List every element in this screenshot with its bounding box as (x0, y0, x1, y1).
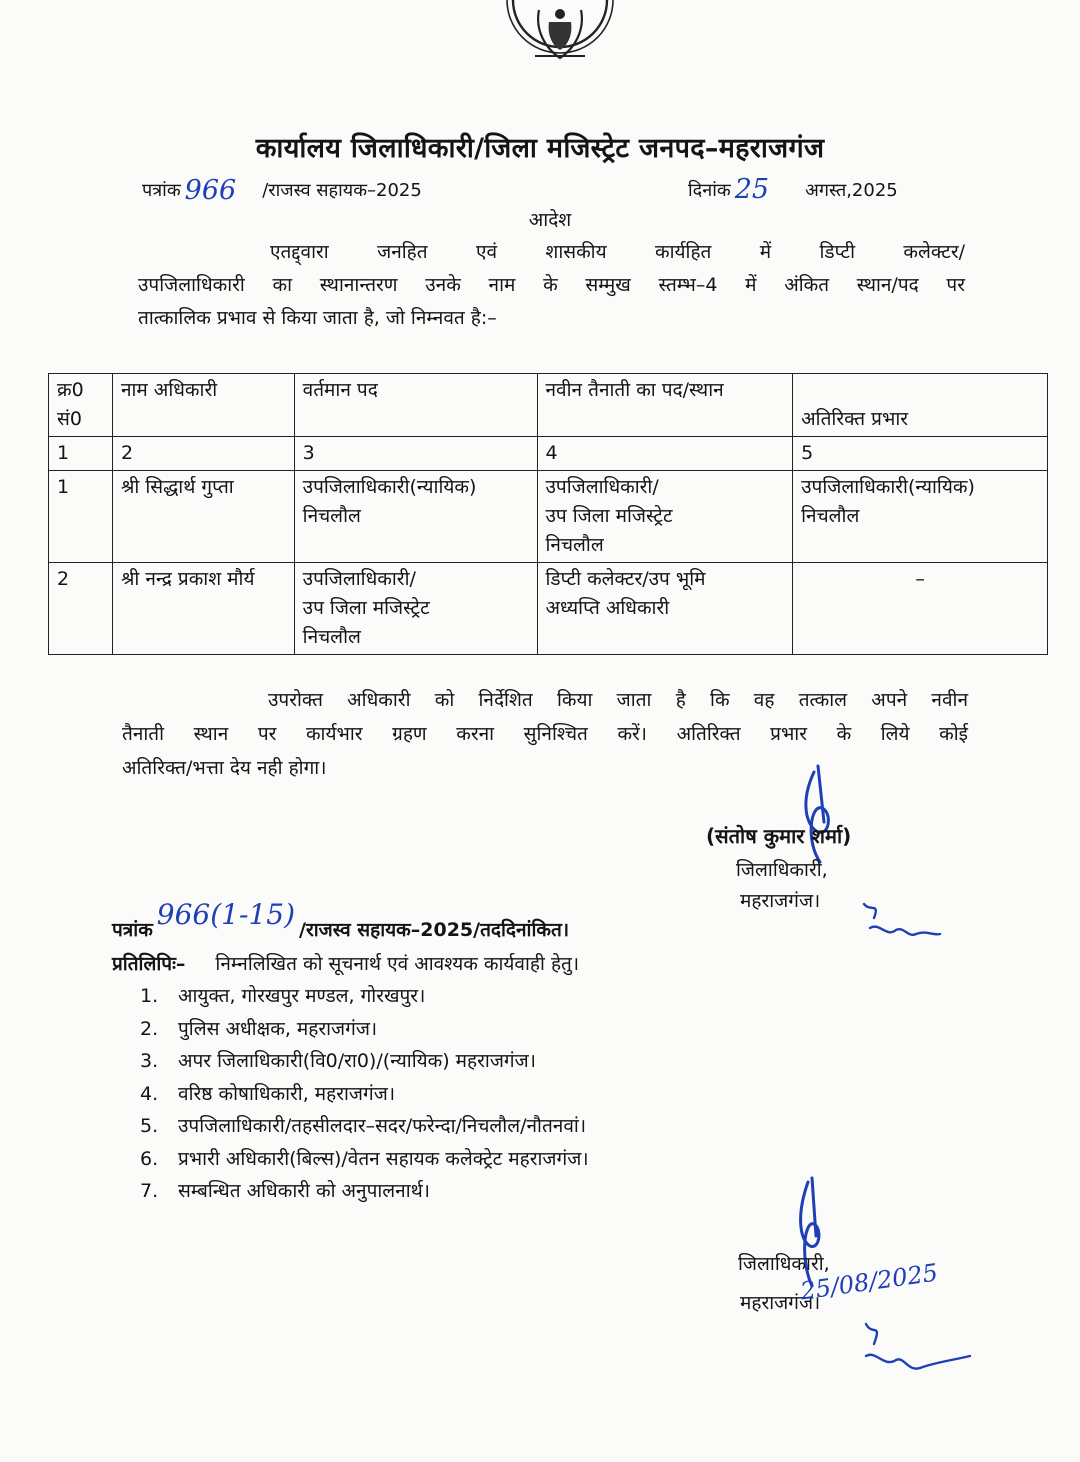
cell-line: उपजिलाधिकारी/ (302, 568, 416, 590)
cell-line: उपजिलाधिकारी(न्यायिक) (801, 476, 975, 498)
list-item-text: प्रभारी अधिकारी(बिल्स)/वेतन सहायक कलेक्ट्रेट महराजगंज। (178, 1147, 589, 1170)
list-item (140, 1175, 589, 1208)
date-line (688, 172, 898, 203)
signatory-place: महराजगंज। (740, 890, 821, 912)
row-additional-charge (793, 471, 1048, 563)
list-item (140, 980, 589, 1013)
table-colnum-row (49, 437, 1048, 471)
copy-reference-line (112, 898, 570, 943)
header-additional-charge: अतिरिक्त प्रभार (793, 374, 1048, 437)
signatory-designation: जिलाधिकारी, (736, 859, 828, 881)
list-item-number: 4. (140, 1082, 159, 1105)
row-new-post (537, 471, 793, 563)
list-item-text: आयुक्त, गोरखपुर मण्डल, गोरखपुर। (178, 985, 426, 1007)
office-title: कार्यालय जिलाधिकारी/जिला मजिस्ट्रेट जनपद–महराजगंज (255, 133, 825, 164)
list-item (140, 1143, 589, 1176)
list-item (140, 1045, 589, 1078)
list-item-number: 7. (140, 1180, 159, 1202)
list-item (140, 1013, 589, 1046)
list-item-number: 6. (140, 1147, 159, 1170)
ref-prefix: पत्रांक (142, 180, 181, 201)
copy-intro: निम्नलिखित को सूचनार्थ एवं आवश्यक कार्यवाही हेतु। (215, 953, 580, 975)
order-intro-line2: उपजिलाधिकारी का स्थानान्तरण उनके नाम के सम्मुख स्तम्भ–4 में अंकित स्थान/पद पर (138, 274, 965, 296)
copy-intro-line (112, 950, 579, 976)
copy-ref-prefix: पत्रांक (112, 919, 153, 941)
cell-line: निचलौल (302, 505, 361, 527)
col-number: 2 (112, 437, 294, 471)
cell-line: उपजिलाधिकारी/ (545, 476, 659, 498)
list-item-number: 5. (140, 1115, 159, 1137)
row-additional-charge (793, 563, 1048, 655)
table-header-row (49, 374, 1048, 437)
copy-signatory-designation: जिलाधिकारी, (738, 1253, 830, 1275)
cell-line: उप जिला मजिस्ट्रेट (302, 597, 430, 619)
copy-ref-number-handwritten: 966(1-15) (156, 898, 295, 931)
list-item-number: 2. (140, 1017, 159, 1040)
list-item-text: पुलिस अधीक्षक, महराजगंज। (178, 1017, 378, 1040)
instruction-line1: उपरोक्त अधिकारी को निर्देशित किया जाता है कि वह तत्काल अपने नवीन (268, 689, 968, 711)
transfer-table (48, 373, 1048, 655)
col-number: 5 (793, 437, 1048, 471)
row-officer-name: श्री नन्द्र प्रकाश मौर्य (112, 563, 294, 655)
header-sno: क्र0 सं0 (49, 374, 113, 437)
instruction-line3: अतिरिक्त/भत्ता देय नही होगा। (122, 757, 327, 779)
ref-suffix: /राजस्व सहायक–2025 (262, 180, 422, 201)
row-current-post (294, 471, 537, 563)
row-current-post (294, 563, 537, 655)
handwritten-date: 25/08/2025 (798, 1258, 940, 1306)
order-intro-line3: तात्कालिक प्रभाव से किया जाता है, जो निम्नवत है:– (138, 307, 497, 329)
cell-line: उपजिलाधिकारी(न्यायिक) (302, 476, 477, 498)
copy-signatory-place: महराजगंज। (740, 1292, 821, 1314)
ref-number-handwritten: 966 (184, 175, 237, 206)
copy-ref-suffix: /राजस्व सहायक–2025/तददिनांकित। (299, 919, 570, 941)
distribution-list (140, 980, 589, 1208)
cell-line: डिप्टी कलेक्टर/उप भूमि (545, 568, 706, 590)
list-item-text: उपजिलाधिकारी/तहसीलदार–सदर/फरेन्दा/निचलौल/नौतनवां। (178, 1115, 587, 1137)
date-prefix: दिनांक (688, 180, 731, 201)
date-day-handwritten: 25 (734, 174, 770, 205)
reference-line (142, 172, 422, 206)
state-emblem-icon (505, 0, 615, 82)
row-officer-name: श्री सिद्धार्थ गुप्ता (112, 471, 294, 563)
list-item-text: सम्बन्धित अधिकारी को अनुपालनार्थ। (178, 1180, 430, 1202)
list-item-text: वरिष्ठ कोषाधिकारी, महराजगंज। (178, 1082, 396, 1105)
list-item (140, 1110, 589, 1143)
cell-line: अध्यप्ति अधिकारी (545, 597, 670, 619)
list-item-number: 3. (140, 1050, 159, 1072)
list-item-text: अपर जिलाधिकारी(वि0/रा0)/(न्यायिक) महराजगंज। (178, 1050, 536, 1072)
header-current-post: वर्तमान पद (294, 374, 537, 437)
col-number: 4 (537, 437, 793, 471)
instruction-line2: तैनाती स्थान पर कार्यभार ग्रहण करना सुनिश्चित करें। अतिरिक्त प्रभार के लिये कोई (122, 723, 968, 745)
table-row (49, 471, 1048, 563)
row-sno: 1 (49, 471, 113, 563)
cell-line: निचलौल (545, 534, 604, 556)
header-name: नाम अधिकारी (112, 374, 294, 437)
list-item-number: 1. (140, 985, 159, 1007)
signatory-name: (संतोष कुमार शर्मा) (706, 824, 852, 848)
list-item (140, 1078, 589, 1111)
copy-label: प्रतिलिपिः– (112, 953, 186, 975)
cell-line: उप जिला मजिस्ट्रेट (545, 505, 673, 527)
cell-line: – (915, 568, 925, 590)
date-suffix: अगस्त,2025 (805, 180, 898, 201)
initials-scribble-icon (846, 1316, 976, 1396)
order-heading: आदेश (528, 209, 572, 231)
order-intro-line1: एतद्द्वारा जनहित एवं शासकीय कार्यहित में डिप्टी कलेक्टर/ (270, 241, 965, 263)
row-sno: 2 (49, 563, 113, 655)
row-new-post (537, 563, 793, 655)
header-new-post: नवीन तैनाती का पद/स्थान (537, 374, 793, 437)
col-number: 1 (49, 437, 113, 471)
cell-line: निचलौल (302, 626, 361, 648)
table-row (49, 563, 1048, 655)
cell-line: निचलौल (801, 505, 860, 527)
initials-scribble-icon (856, 898, 946, 948)
col-number: 3 (294, 437, 537, 471)
